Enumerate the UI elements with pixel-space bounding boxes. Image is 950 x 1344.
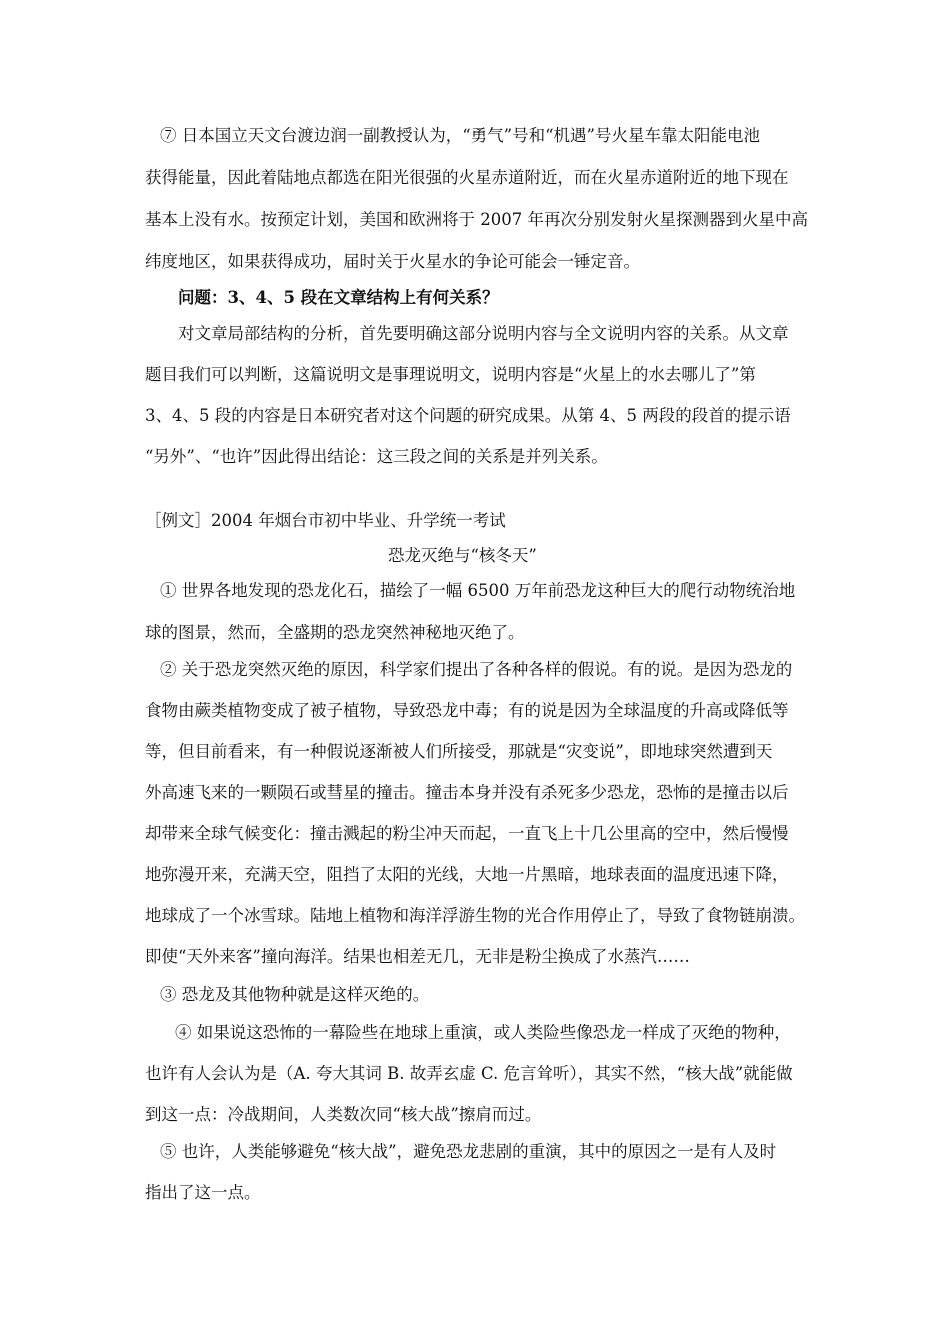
paragraph-2-line: 即使“天外来客”撞向海洋。结果也相差无几，无非是粉尘换成了水蒸汽…… (145, 947, 690, 966)
answer-line: 题目我们可以判断，这篇说明文是事理说明文，说明内容是“火星上的水去哪儿了”第 (145, 365, 756, 384)
paragraph-2-line: 地弥漫开来，充满天空，阻挡了太阳的光线，大地一片黑暗，地球表面的温度迅速下降， (145, 865, 789, 884)
paragraph-3: ③ 恐龙及其他物种就是这样灭绝的。 (160, 985, 430, 1004)
answer-line: 3、4、5 段的内容是日本研究者对这个问题的研究成果。从第 4、5 两段的段首的提示语 (145, 406, 791, 425)
paragraph-2-line: 食物由蕨类植物变成了被子植物，导致恐龙中毒；有的说是因为全球温度的升高或降低等 (145, 701, 789, 720)
paragraph-7-line: 纬度地区，如果获得成功，届时关于火星水的争论可能会一锤定音。 (145, 252, 640, 271)
answer-line: “另外”、“也许”因此得出结论：这三段之间的关系是并列关系。 (145, 447, 608, 466)
question-heading: 问题：3、4、5 段在文章结构上有何关系？ (178, 288, 499, 307)
paragraph-4-line: 也许有人会认为是（A. 夸大其词 B. 故弄玄虚 C. 危言耸听），其实不然，“核大战”就能做 (145, 1064, 793, 1083)
article-title: 恐龙灭绝与“核冬天” (388, 546, 537, 565)
paragraph-2-line: 等，但目前看来，有一种假说逐渐被人们所接受，那就是“灾变说”，即地球突然遭到天 (145, 742, 773, 761)
paragraph-1-line: ① 世界各地发现的恐龙化石，描绘了一幅 6500 万年前恐龙这种巨大的爬行动物统治地 (160, 581, 796, 600)
answer-line: 对文章局部结构的分析，首先要明确这部分说明内容与全文说明内容的关系。从文章 (178, 324, 789, 343)
paragraph-5-line: ⑤ 也许，人类能够避免“核大战”，避免恐龙悲剧的重演，其中的原因之一是有人及时 (160, 1142, 777, 1161)
paragraph-2-line: ② 关于恐龙突然灭绝的原因，科学家们提出了各种各样的假说。有的说。是因为恐龙的 (160, 660, 793, 679)
paragraph-7-line: 获得能量，因此着陆地点都选在阳光很强的火星赤道附近，而在火星赤道附近的地下现在 (145, 168, 789, 187)
paragraph-5-line: 指出了这一点。 (145, 1183, 261, 1202)
paragraph-2-line: 外高速飞来的一颗陨石或彗星的撞击。撞击本身并没有杀死多少恐龙，恐怖的是撞击以后 (145, 783, 789, 802)
paragraph-4-line: ④ 如果说这恐怖的一幕险些在地球上重演，或人类险些像恐龙一样成了灭绝的物种， (175, 1023, 791, 1042)
paragraph-7-line: ⑦ 日本国立天文台渡边润一副教授认为，“勇气”号和“机遇”号火星车靠太阳能电池 (160, 126, 760, 145)
paragraph-7-line: 基本上没有水。按预定计划，美国和欧洲将于 2007 年再次分别发射火星探测器到火星中高 (145, 210, 808, 229)
paragraph-2-line: 却带来全球气候变化：撞击溅起的粉尘冲天而起，一直飞上十几公里高的空中，然后慢慢 (145, 824, 789, 843)
example-header: ［例文］2004 年烟台市初中毕业、升学统一考试 (145, 511, 506, 530)
paragraph-4-line: 到这一点：冷战期间，人类数次同“核大战”擦肩而过。 (145, 1105, 542, 1124)
paragraph-2-line: 地球成了一个冰雪球。陆地上植物和海洋浮游生物的光合作用停止了，导致了食物链崩溃。 (145, 906, 805, 925)
paragraph-1-line: 球的图景，然而，全盛期的恐龙突然神秘地灭绝了。 (145, 623, 525, 642)
